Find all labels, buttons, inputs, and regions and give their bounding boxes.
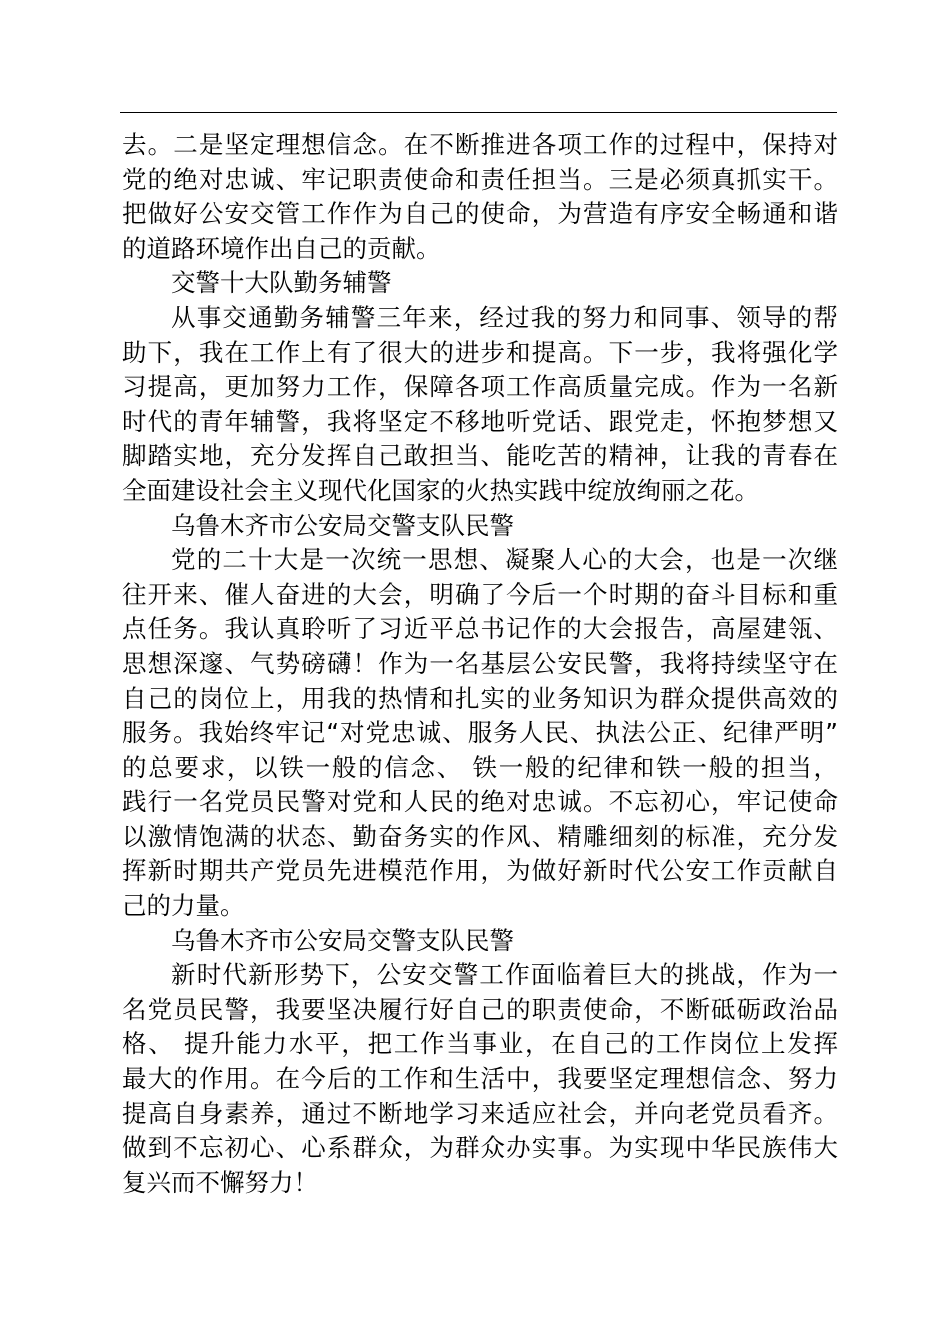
text-line: 名党员民警，我要坚决履行好自己的职责使命，不断砥砺政治品 (122, 994, 838, 1024)
text-line: 以激情饱满的状态、勤奋务实的作风、精雕细刻的标准，充分发 (122, 821, 838, 851)
text-line: 时代的青年辅警，我将坚定不移地听党话、跟党走，怀抱梦想又 (122, 406, 838, 436)
document-body (122, 128, 838, 1200)
text-line: 格、 提升能力水平，把工作当事业，在自己的工作岗位上发挥 (122, 1029, 838, 1059)
section-heading: 乌鲁木齐市公安局交警支队民警 (171, 925, 514, 955)
text-line: 最大的作用。在今后的工作和生活中，我要坚定理想信念、努力 (122, 1064, 838, 1094)
text-line: 践行一名党员民警对党和人民的绝对忠诚。不忘初心，牢记使命 (122, 787, 838, 817)
text-line: 的道路环境作出自己的贡献。 (122, 233, 441, 263)
text-line: 挥新时期共产党员先进模范作用，为做好新时代公安工作贡献自 (122, 856, 838, 886)
text-line: 党的绝对忠诚、牢记职责使命和责任担当。三是必须真抓实干。 (122, 164, 838, 194)
text-line: 复兴而不懈努力！ (122, 1167, 318, 1197)
text-line: 脚踏实地，充分发挥自己敢担当、能吃苦的精神，让我的青春在 (122, 441, 838, 471)
text-line: 往开来、催人奋进的大会，明确了今后一个时期的奋斗目标和重 (122, 579, 838, 609)
text-line: 点任务。我认真聆听了习近平总书记作的大会报告，高屋建瓴、 (122, 614, 838, 644)
text-line: 把做好公安交管工作作为自己的使命，为营造有序安全畅通和谐 (122, 199, 838, 229)
text-line: 去。二是坚定理想信念。在不断推进各项工作的过程中，保持对 (122, 130, 838, 159)
text-line: 思想深邃、气势磅礴！作为一名基层公安民警，我将持续坚守在 (122, 648, 838, 678)
text-line: 习提高，更加努力工作，保障各项工作高质量完成。作为一名新 (122, 372, 838, 402)
text-line: 党的二十大是一次统一思想、凝聚人心的大会，也是一次继 (171, 545, 838, 575)
text-line: 己的力量。 (122, 891, 245, 921)
section-heading: 交警十大队勤务辅警 (171, 268, 392, 298)
text-line: 全面建设社会主义现代化国家的火热实践中绽放绚丽之花。 (122, 475, 759, 505)
text-line: 从事交通勤务辅警三年来，经过我的努力和同事、领导的帮 (171, 302, 838, 332)
text-line: 的总要求，以铁一般的信念、 铁一般的纪律和铁一般的担当， (122, 752, 838, 782)
section-heading: 乌鲁木齐市公安局交警支队民警 (171, 510, 514, 540)
header-rule (120, 112, 837, 113)
text-line: 助下，我在工作上有了很大的进步和提高。下一步，我将强化学 (122, 337, 838, 367)
text-line: 做到不忘初心、心系群众，为群众办实事。为实现中华民族伟大 (122, 1133, 838, 1163)
text-line: 新时代新形势下，公安交警工作面临着巨大的挑战，作为一 (171, 960, 838, 990)
text-line: 提高自身素养，通过不断地学习来适应社会，并向老党员看齐。 (122, 1098, 838, 1128)
text-line: 自己的岗位上，用我的热情和扎实的业务知识为群众提供高效的 (122, 683, 838, 713)
text-line: 服务。我始终牢记“对党忠诚、服务人民、执法公正、纪律严明” (122, 718, 838, 748)
